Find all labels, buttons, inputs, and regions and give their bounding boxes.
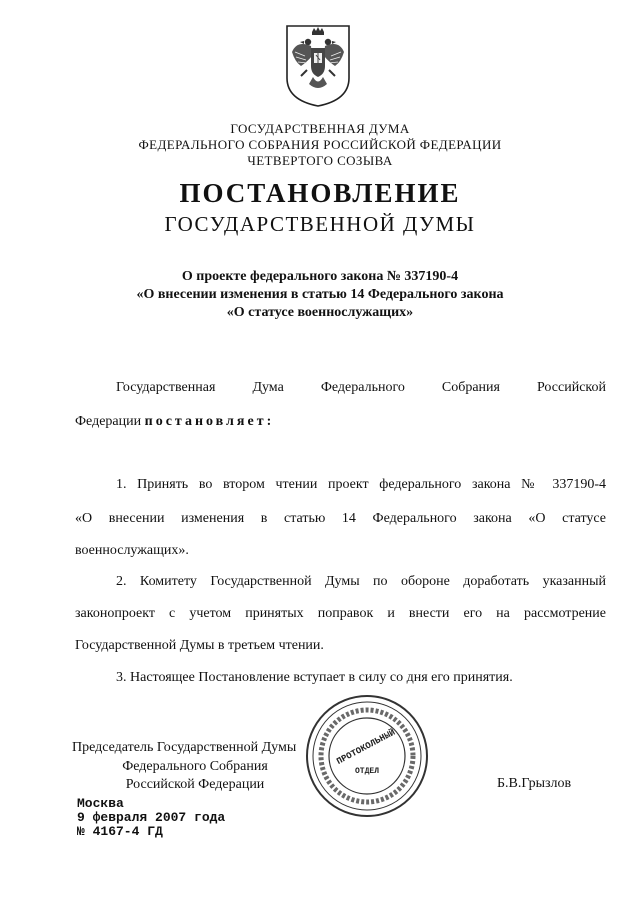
- footer-city: Москва: [77, 796, 124, 811]
- stamp-center-text: ПРОТОКОЛЬНЫЙ: [335, 727, 398, 767]
- item-2-line-3: Государственной Думы в третьем чтении.: [75, 638, 324, 653]
- org-line-1: ГОСУДАРСТВЕННАЯ ДУМА: [230, 121, 410, 136]
- round-stamp: [305, 694, 429, 818]
- stamp-bottom-text: ОТДЕЛ: [354, 767, 380, 776]
- preamble-prefix: Федерации: [75, 414, 142, 429]
- item-1-line-3: военнослужащих».: [75, 543, 189, 558]
- signatory-name: Б.В.Грызлов: [497, 776, 572, 791]
- heading-line-2: «О внесении изменения в статью 14 Федерального закона: [136, 287, 504, 302]
- footer-date: 9 февраля 2007 года: [77, 810, 226, 825]
- heading-line-1: О проекте федерального закона № 337190-4: [181, 269, 459, 284]
- document-subtitle: ГОСУДАРСТВЕННОЙ ДУМЫ: [164, 212, 476, 236]
- coat-of-arms-icon: [283, 22, 353, 108]
- preamble-line-1: Государственная Дума Федерального Собрания Российской: [116, 380, 606, 395]
- org-line-3: ЧЕТВЕРТОГО СОЗЫВА: [247, 153, 393, 168]
- preamble-verb: постановляет:: [144, 414, 275, 429]
- item-2-line-1: 2. Комитету Государственной Думы по обороне доработать указанный: [116, 574, 606, 589]
- heading-line-3: «О статусе военнослужащих»: [226, 305, 414, 320]
- item-1-line-2: «О внесении изменения в статью 14 Федерального закона «О статусе: [75, 511, 606, 526]
- document-title: ПОСТАНОВЛЕНИЕ: [179, 178, 461, 208]
- item-2-line-2: законопроект с учетом принятых поправок и внести его на рассмотрение: [75, 606, 606, 621]
- item-1-line-1: 1. Принять во втором чтении проект федерального закона № 337190-4: [116, 477, 606, 492]
- org-line-2: ФЕДЕРАЛЬНОГО СОБРАНИЯ РОССИЙСКОЙ ФЕДЕРАЦИИ: [138, 137, 502, 152]
- signatory-role-line-2: Федерального Собрания: [122, 759, 268, 774]
- signatory-role-line-1: Председатель Государственной Думы: [72, 740, 297, 755]
- preamble-line-2: [75, 414, 606, 430]
- item-3-line-1: 3. Настоящее Постановление вступает в силу со дня его принятия.: [116, 670, 513, 685]
- footer-number: № 4167-4 ГД: [77, 824, 163, 839]
- signatory-role-line-3: Российской Федерации: [125, 777, 265, 792]
